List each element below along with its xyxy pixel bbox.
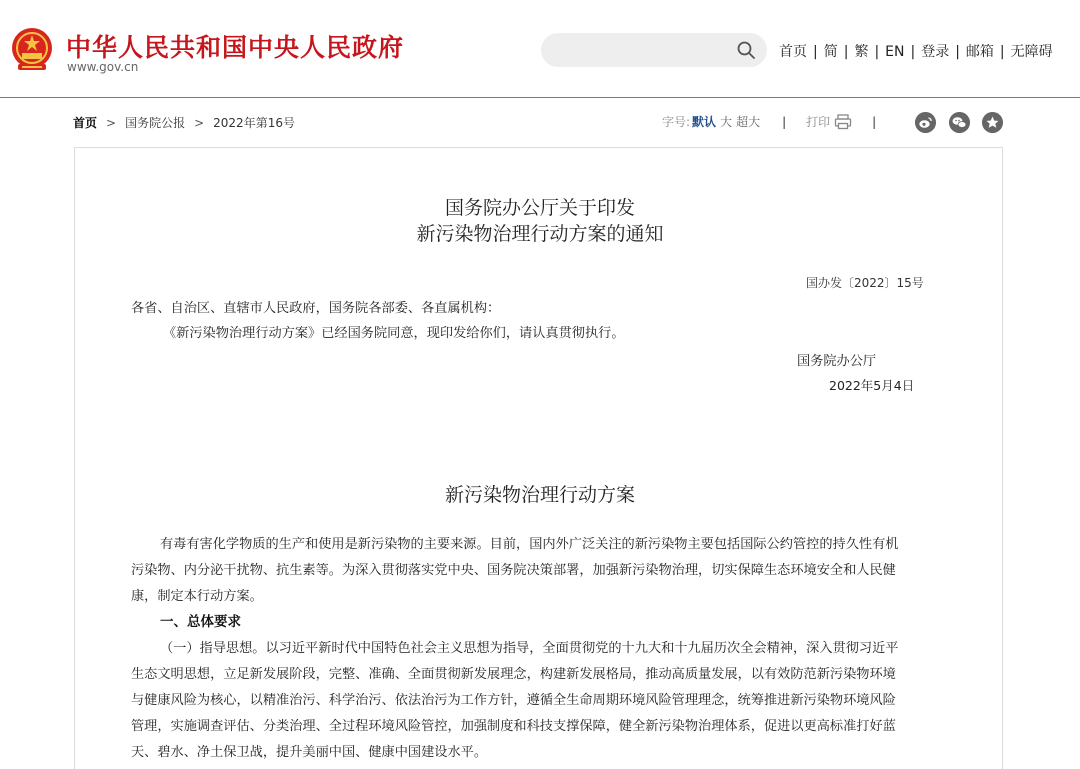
breadcrumb-bulletin[interactable]: 国务院公报 bbox=[125, 116, 186, 130]
favorite-icon[interactable] bbox=[982, 112, 1003, 133]
document-number: 国办发〔2022〕15号 bbox=[806, 276, 924, 290]
print-label: 打印 bbox=[806, 115, 831, 129]
notice-title-line1: 国务院办公厅关于印发 bbox=[444, 197, 635, 219]
notice-addressees: 各省、自治区、直辖市人民政府，国务院各部委、各直属机构： bbox=[131, 301, 501, 316]
plan-intro-line: 有毒有害化学物质的生产和使用是新污染物的主要来源。目前，国内外广泛关注的新污染物主要包括国际公约管控的持久性有机 bbox=[160, 537, 899, 552]
font-size-label: 字号: bbox=[662, 115, 691, 129]
tools-divider: | bbox=[872, 114, 877, 129]
site-url[interactable]: www.gov.cn bbox=[67, 60, 139, 74]
nav-traditional[interactable]: 繁 bbox=[854, 44, 869, 60]
subsection-line: 生态文明思想，立足新发展阶段，完整、准确、全面贯彻新发展理念，构建新发展格局，推动高质量发展，以有效防范新污染物环境 bbox=[131, 667, 896, 682]
subsection-first-line bbox=[160, 637, 899, 656]
wechat-icon[interactable] bbox=[949, 112, 970, 133]
nav-login[interactable]: 登录 bbox=[921, 44, 950, 60]
issuer: 国务院办公厅 bbox=[797, 354, 877, 369]
site-title[interactable]: 中华人民共和国中央人民政府 bbox=[66, 33, 405, 62]
article-tools bbox=[662, 113, 896, 130]
font-size-xlarge[interactable]: 超大 bbox=[736, 115, 761, 129]
nav-accessibility[interactable]: 无障碍 bbox=[1010, 44, 1053, 60]
top-nav: 首页 | 简 | 繁 | EN | 登录 | 邮箱 | 无障碍 bbox=[779, 44, 1053, 60]
subsection-line: 管理，实施调查评估、分类治理、全过程环境风险管控，加强制度和科技支撑保障，健全新污染物治理体系，促进以更高标准打好蓝 bbox=[131, 719, 896, 734]
printer-icon bbox=[834, 114, 852, 130]
tools-divider: | bbox=[782, 114, 787, 129]
breadcrumb-separator: > bbox=[106, 116, 117, 130]
national-emblem-icon[interactable] bbox=[10, 26, 54, 74]
font-size-large[interactable]: 大 bbox=[720, 115, 733, 129]
section-heading: 一、总体要求 bbox=[160, 614, 241, 630]
font-size-default[interactable]: 默认 bbox=[692, 115, 717, 129]
breadcrumb-issue[interactable]: 2022年第16号 bbox=[213, 116, 295, 130]
issue-date: 2022年5月4日 bbox=[829, 378, 915, 393]
plan-intro-line: 康，制定本行动方案。 bbox=[131, 589, 263, 604]
breadcrumb-separator: > bbox=[194, 116, 205, 130]
breadcrumb bbox=[73, 114, 295, 131]
search-icon[interactable] bbox=[737, 41, 755, 59]
notice-title-line2: 新污染物治理行动方案的通知 bbox=[416, 223, 664, 245]
subsection-label: （一）指导思想。 bbox=[160, 641, 266, 656]
subsection-line: 与健康风险为核心，以精准治污、科学治污、依法治污为工作方针，遵循全生命周期环境风险管理理念，统筹推进新污染物环境风险 bbox=[131, 693, 896, 708]
plan-title: 新污染物治理行动方案 bbox=[444, 484, 635, 506]
nav-english[interactable]: EN bbox=[885, 44, 905, 60]
weibo-icon[interactable] bbox=[915, 112, 936, 133]
subsection-line: 天、碧水、净土保卫战，提升美丽中国、健康中国建设水平。 bbox=[131, 745, 488, 760]
search-input[interactable] bbox=[541, 33, 767, 67]
site-header bbox=[0, 0, 1080, 98]
breadcrumb-home[interactable]: 首页 bbox=[73, 116, 98, 130]
nav-simplified[interactable]: 简 bbox=[823, 44, 838, 60]
nav-mail[interactable]: 邮箱 bbox=[965, 44, 994, 60]
plan-intro-line: 污染物、内分泌干扰物、抗生素等。为深入贯彻落实党中央、国务院决策部署，加强新污染物治理，切实保障生态环境安全和人民健 bbox=[131, 563, 896, 578]
notice-body: 《新污染物治理行动方案》已经国务院同意，现印发给你们，请认真贯彻执行。 bbox=[163, 326, 625, 341]
nav-home[interactable]: 首页 bbox=[779, 44, 807, 60]
print-button[interactable] bbox=[806, 113, 852, 130]
subsection-text: 以习近平新时代中国特色社会主义思想为指导，全面贯彻党的十九大和十九届历次全会精神，深入贯彻习近平 bbox=[265, 641, 899, 656]
